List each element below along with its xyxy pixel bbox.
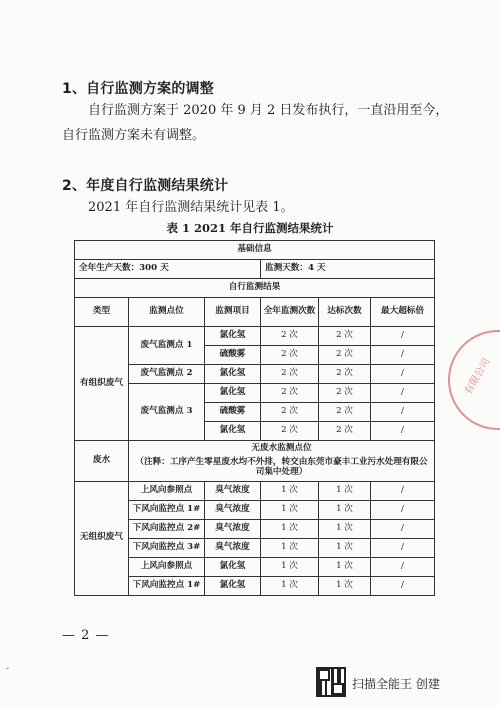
item-cell: 臭气浓度 (205, 500, 261, 519)
max-cell: / (371, 538, 435, 557)
scanner-watermark: 扫描全能王 创建 (352, 677, 440, 691)
item-cell: 臭气浓度 (205, 519, 261, 538)
table-row (75, 500, 435, 519)
table-row (75, 538, 435, 557)
monitoring-results-table (74, 240, 435, 596)
corner-mark: - (6, 664, 10, 674)
point-cell: 下风向监控点 2# (129, 519, 205, 538)
wastewater-type-cell: 废水 (75, 441, 129, 482)
pass-cell: 2 次 (319, 327, 371, 346)
item-cell: 氯化氢 (205, 365, 261, 384)
max-cell: / (371, 557, 435, 576)
item-cell: 氯化氢 (205, 384, 261, 403)
max-cell: / (371, 519, 435, 538)
table-row (75, 441, 435, 482)
max-cell: / (371, 327, 435, 346)
col-header-times: 全年监测次数 (261, 298, 319, 327)
item-cell: 氯化氢 (205, 557, 261, 576)
table-row (75, 576, 435, 595)
pass-cell: 1 次 (319, 481, 371, 500)
pass-cell: 2 次 (319, 403, 371, 422)
point-cell: 下风向监控点 1# (129, 500, 205, 519)
col-header-max: 最大超标倍 (371, 298, 435, 327)
item-cell: 硫酸雾 (205, 346, 261, 365)
max-cell: / (371, 481, 435, 500)
item-cell: 臭气浓度 (205, 481, 261, 500)
col-header-pass: 达标次数 (319, 298, 371, 327)
table-row (75, 557, 435, 576)
pass-cell: 2 次 (319, 422, 371, 441)
pass-cell: 1 次 (319, 538, 371, 557)
production-days: 全年生产天数：300 天 (75, 260, 261, 279)
wastewater-note-cell (129, 441, 435, 482)
page-number: — 2 — (62, 628, 110, 643)
table-row (75, 481, 435, 500)
pass-cell: 1 次 (319, 557, 371, 576)
max-cell: / (371, 403, 435, 422)
max-cell: / (371, 422, 435, 441)
max-cell: / (371, 576, 435, 595)
qr-code-icon (316, 667, 346, 697)
times-cell: 2 次 (261, 327, 319, 346)
pass-cell: 1 次 (319, 576, 371, 595)
item-cell: 氯化氢 (205, 576, 261, 595)
seal-text: 有限公司 (462, 356, 493, 397)
section1-title: 1、自行监测方案的调整 (62, 81, 214, 97)
table-row (75, 519, 435, 538)
item-cell: 硫酸雾 (205, 403, 261, 422)
wastewater-title: 无废水监测点位 (251, 443, 312, 453)
col-header-type: 类型 (75, 298, 129, 327)
table-row (75, 327, 435, 346)
unorganized-type-cell: 无组织废气 (75, 481, 129, 595)
max-cell: / (371, 346, 435, 365)
times-cell: 1 次 (261, 500, 319, 519)
times-cell: 1 次 (261, 576, 319, 595)
times-cell: 1 次 (261, 538, 319, 557)
item-cell: 氯化氢 (205, 422, 261, 441)
point-cell: 下风向监控点 1# (129, 576, 205, 595)
item-cell: 氯化氢 (205, 327, 261, 346)
company-seal-stamp (448, 330, 500, 430)
max-cell: / (371, 500, 435, 519)
monitoring-days: 监测天数：4 天 (261, 260, 435, 279)
point-cell: 废气监测点 1 (129, 327, 205, 365)
times-cell: 1 次 (261, 519, 319, 538)
pass-cell: 2 次 (319, 346, 371, 365)
wastewater-note: （注释：工序产生零星废水均不外排，转交由东莞市豪丰工业污水处理有限公司集中处理） (135, 456, 428, 477)
point-cell: 下风向监控点 3# (129, 538, 205, 557)
point-cell: 上风向参照点 (129, 481, 205, 500)
times-cell: 2 次 (261, 403, 319, 422)
times-cell: 1 次 (261, 481, 319, 500)
table-row (75, 365, 435, 384)
section1-line1: 自行监测方案于 2020 年 9 月 2 日发布执行，一直沿用至今， (88, 103, 449, 118)
pass-cell: 1 次 (319, 519, 371, 538)
point-cell: 上风向参照点 (129, 557, 205, 576)
point-cell: 废气监测点 3 (129, 384, 205, 441)
organized-type-cell: 有组织废气 (75, 327, 129, 441)
section1-paragraph (62, 101, 449, 146)
col-header-point: 监测点位 (129, 298, 205, 327)
times-cell: 2 次 (261, 422, 319, 441)
section2-intro: 2021 年自行监测结果统计见表 1。 (88, 200, 294, 215)
section1-line2: 自行监测方案未有调整。 (62, 128, 206, 143)
pass-cell: 1 次 (319, 500, 371, 519)
times-cell: 2 次 (261, 384, 319, 403)
times-cell: 1 次 (261, 557, 319, 576)
point-cell: 废气监测点 2 (129, 365, 205, 384)
col-header-item: 监测项目 (205, 298, 261, 327)
table-caption: 表 1 2021 年自行监测结果统计 (166, 221, 334, 235)
table-row (75, 384, 435, 403)
times-cell: 2 次 (261, 346, 319, 365)
basic-info-header: 基础信息 (75, 241, 435, 260)
times-cell: 2 次 (261, 365, 319, 384)
results-header: 自行监测结果 (75, 279, 435, 298)
max-cell: / (371, 384, 435, 403)
item-cell: 臭气浓度 (205, 538, 261, 557)
pass-cell: 2 次 (319, 365, 371, 384)
pass-cell: 2 次 (319, 384, 371, 403)
max-cell: / (371, 365, 435, 384)
section2-title: 2、年度自行监测结果统计 (62, 178, 229, 194)
